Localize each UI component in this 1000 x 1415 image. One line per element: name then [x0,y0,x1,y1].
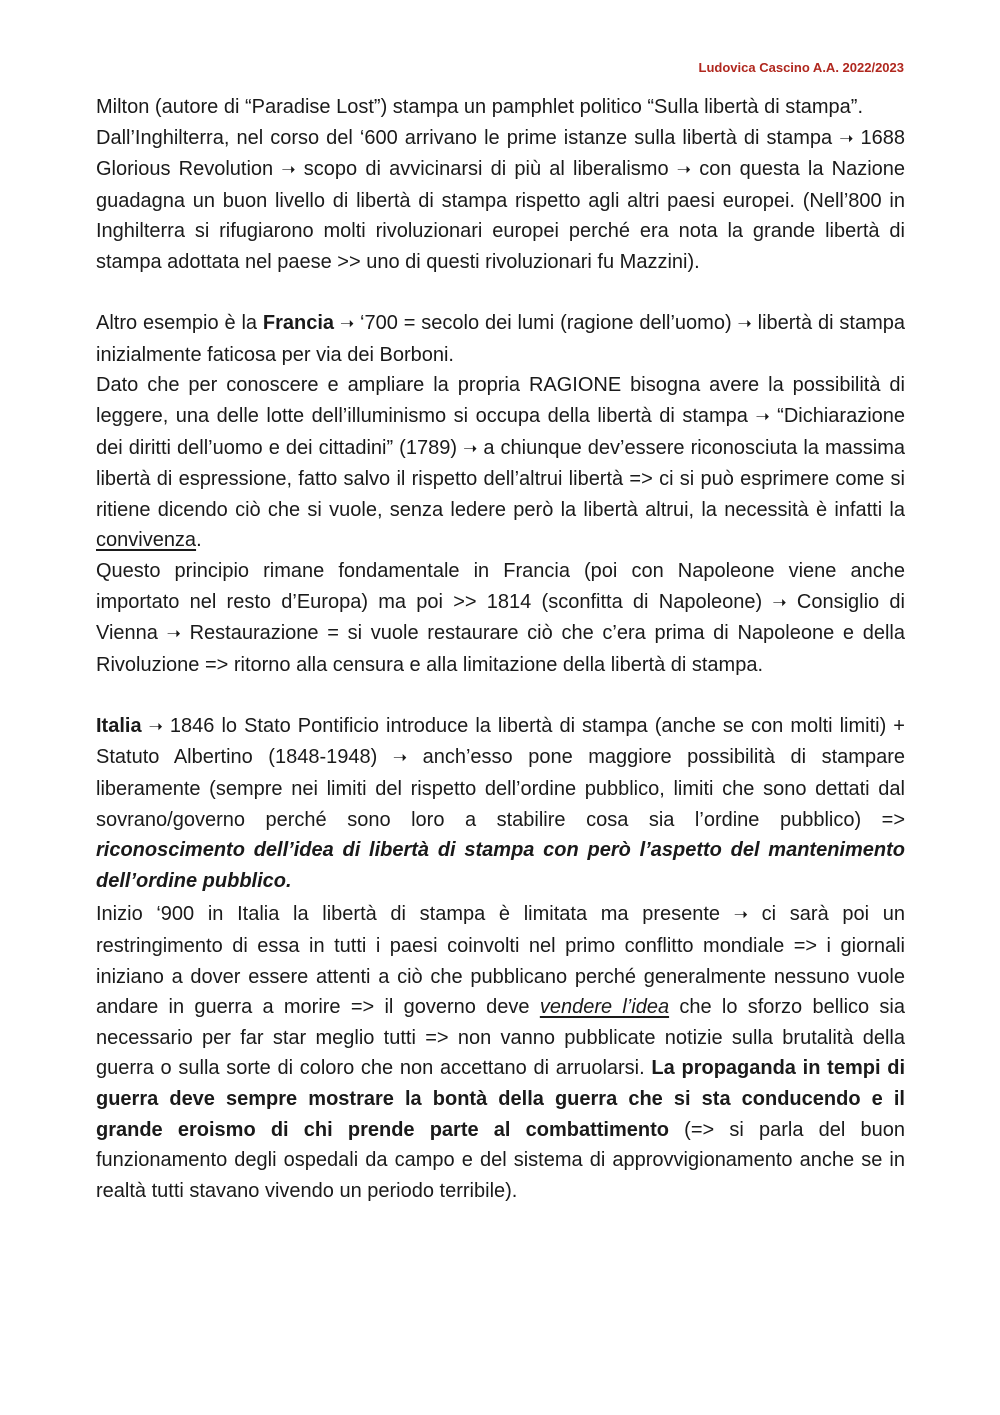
arrow-icon: ➝ [392,748,408,768]
underlined-italic-term: vendere l’idea [539,996,670,1019]
bold-italic-statement: riconoscimento dell’idea di libertà di stampa con però l’aspetto del mantenimento dell’ordine pubblico. [96,839,905,892]
page-header: Ludovica Cascino A.A. 2022/2023 [698,60,904,75]
paragraph-spacer [96,680,905,711]
paragraph-restaurazione: Questo principio rimane fondamentale in Francia (poi con Napoleone viene anche importato nel resto d’Europa) ma poi >> 1814 (sconfitta di Napoleone) ➝ Consiglio di Vienna ➝ Restaurazione = si vuole restaurare ciò che c’era prima di Napoleone e della Rivoluzione => ritorno alla censura e alla limitazione della libertà di stampa. [96,559,905,676]
paragraph-milton: Milton (autore di “Paradise Lost”) stampa un pamphlet politico “Sulla libertà di stampa”. [96,96,864,118]
paragraph-francia: Altro esempio è la Francia ➝ ‘700 = secolo dei lumi (ragione dell’uomo) ➝ libertà di stampa inizialmente faticosa per via dei Borboni. [96,312,905,366]
arrow-icon: ➝ [463,438,478,458]
document-body [96,92,905,1206]
arrow-icon: ➝ [676,160,692,180]
paragraph-illuminismo: Dato che per conoscere e ampliare la propria RAGIONE bisogna avere la possibilità di leggere, una delle lotte dell’illuminismo si occupa della libertà di stampa ➝ “Dichiarazione dei diritti dell’uomo e dei cittadini” (1789) ➝ a chiunque dev’essere riconosciuta la massima libertà di espressione, fatto salvo il rispetto dell’altrui libertà => ci si può esprimere come si ritiene dicendo ciò che si vuole, senza ledere però la libertà altrui, la necessità è infatti la convivenza. [96,374,906,552]
arrow-icon: ➝ [772,592,787,612]
paragraph-spacer [96,278,905,309]
underlined-term-convivenza: convivenza [96,529,197,552]
arrow-icon: ➝ [733,905,748,925]
arrow-icon: ➝ [339,314,355,334]
arrow-icon: ➝ [839,128,854,148]
arrow-icon: ➝ [148,716,163,736]
paragraph-italia: Italia ➝ 1846 lo Stato Pontificio introduce la libertà di stampa (anche se con molti limiti) + Statuto Albertino (1848-1948) ➝ anch’esso pone maggiore possibilità di stampare liberamente (sempre nei limiti del rispetto dell’ordine pubblico, limiti che sono dettati dal sovrano/governo perché sono loro a stabilire cosa sia l’ordine pubblico) => riconoscimento dell’idea di libertà di stampa con però l’aspetto del mantenimento dell’ordine pubblico. [96,714,905,892]
bold-term-francia: Francia [262,312,335,335]
arrow-icon: ➝ [281,160,296,180]
bold-term-italia: Italia [96,714,142,737]
paragraph-inghilterra: Dall’Inghilterra, nel corso del ‘600 arrivano le prime istanze sulla libertà di stampa ➝ 1688 Glorious Revolution ➝ scopo di avvicinarsi di più al liberalismo ➝ con questa la Nazione guadagna un buon livello di libertà di stampa rispetto agli altri paesi europei. (Nell’800 in Inghilterra si rifugiarono molti rivoluzionari europei perché era nota la grande libertà di stampa adottata nel paese >> uno di questi rivoluzionari fu Mazzini). [96,126,906,273]
bold-statement-propaganda: La propaganda in tempi di guerra deve sempre mostrare la bontà della guerra che si sta conducendo e il grande eroismo di chi prende parte al combattimento [96,1057,905,1141]
arrow-icon: ➝ [737,314,752,334]
arrow-icon: ➝ [166,624,181,644]
paragraph-novecento: Inizio ‘900 in Italia la libertà di stampa è limitata ma presente ➝ ci sarà poi un restringimento di essa in tutti i paesi coinvolti nel primo conflitto mondiale => i giornali iniziano a dover essere attenti a ciò che pubblicano perché generalmente nessuno vuole andare in guerra a morire => il governo deve vendere l’idea che lo sforzo bellico sia necessario per far star meglio tutti => non vanno pubblicate notizie sulla brutalità della guerra o sulla sorte di coloro che non accettano di arruolarsi. La propaganda in tempi di guerra deve sempre mostrare la bontà della guerra che si sta conducendo e il grande eroismo di chi prende parte al combattimento (=> si parla del buon funzionamento degli ospedali da campo e del sistema di approvvigionamento anche se in realtà tutti stavano vivendo un periodo terribile). [96,903,905,1202]
arrow-icon: ➝ [755,406,770,426]
